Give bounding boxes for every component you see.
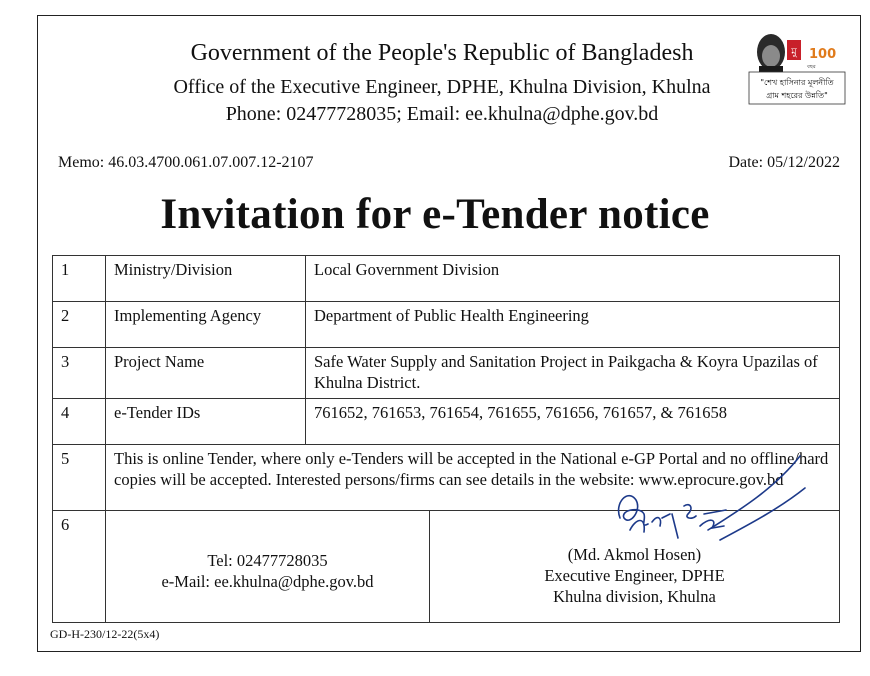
- table-row: [53, 256, 840, 302]
- svg-text:মু: মু: [791, 47, 797, 58]
- row-value: Safe Water Supply and Sanitation Project in Paikgacha & Koyra Upazilas of Khulna District.: [306, 348, 840, 399]
- row-value: Local Government Division: [306, 256, 840, 302]
- table-row: [53, 302, 840, 348]
- contact-tel: Tel: 02477728035: [207, 551, 328, 570]
- mujib-100-logo-icon: [747, 28, 847, 106]
- row-label: Ministry/Division: [106, 256, 306, 302]
- row-number: 1: [53, 256, 106, 302]
- svg-text:100: 100: [809, 47, 837, 62]
- row-label: e-Tender IDs: [106, 399, 306, 445]
- table-row: [53, 348, 840, 399]
- row-number: 4: [53, 399, 106, 445]
- signatory-name: (Md. Akmol Hosen): [567, 545, 702, 564]
- table-row: [53, 399, 840, 445]
- contact-heading: Phone: 02477728035; Email: ee.khulna@dphe.gov.bd: [225, 103, 659, 125]
- signatory-office: Khulna division, Khulna: [553, 587, 716, 606]
- row-number: 6: [53, 511, 106, 623]
- page-title: Invitation for e-Tender notice: [160, 191, 710, 238]
- row-number: 3: [53, 348, 106, 399]
- handwritten-signature-icon: [600, 448, 820, 568]
- row-label: Implementing Agency: [106, 302, 306, 348]
- memo-number: Memo: 46.03.4700.061.07.007.12-2107: [58, 154, 314, 171]
- notice-date: Date: 05/12/2022: [728, 154, 840, 171]
- row-number: 5: [53, 445, 106, 511]
- contact-cell: [106, 511, 430, 623]
- row-text: This is online Tender, where only e-Tenders will be accepted in the National e-GP Portal and no offline/hard copies will be accepted. Interested persons/firms can see details in the website: www.eprocure.gov.bd: [106, 445, 840, 511]
- svg-text:বছর: বছর: [807, 64, 816, 70]
- government-heading: Government of the People's Republic of Bangladesh: [190, 40, 694, 66]
- row-value: Department of Public Health Engineering: [306, 302, 840, 348]
- logo-caption-line2: গ্রাম শহরের উন্নতি": [766, 91, 828, 100]
- signatory-title: Executive Engineer, DPHE: [544, 566, 725, 585]
- contact-email: e-Mail: ee.khulna@dphe.gov.bd: [161, 572, 374, 591]
- office-heading: Office of the Executive Engineer, DPHE, Khulna Division, Khulna: [173, 76, 711, 98]
- logo-caption-line1: "শেখ হাসিনার মূলনীতি: [760, 78, 834, 87]
- row-value: 761652, 761653, 761654, 761655, 761656, 761657, & 761658: [306, 399, 840, 445]
- footer-code: GD-H-230/12-22(5x4): [50, 627, 160, 641]
- row-label: Project Name: [106, 348, 306, 399]
- row-number: 2: [53, 302, 106, 348]
